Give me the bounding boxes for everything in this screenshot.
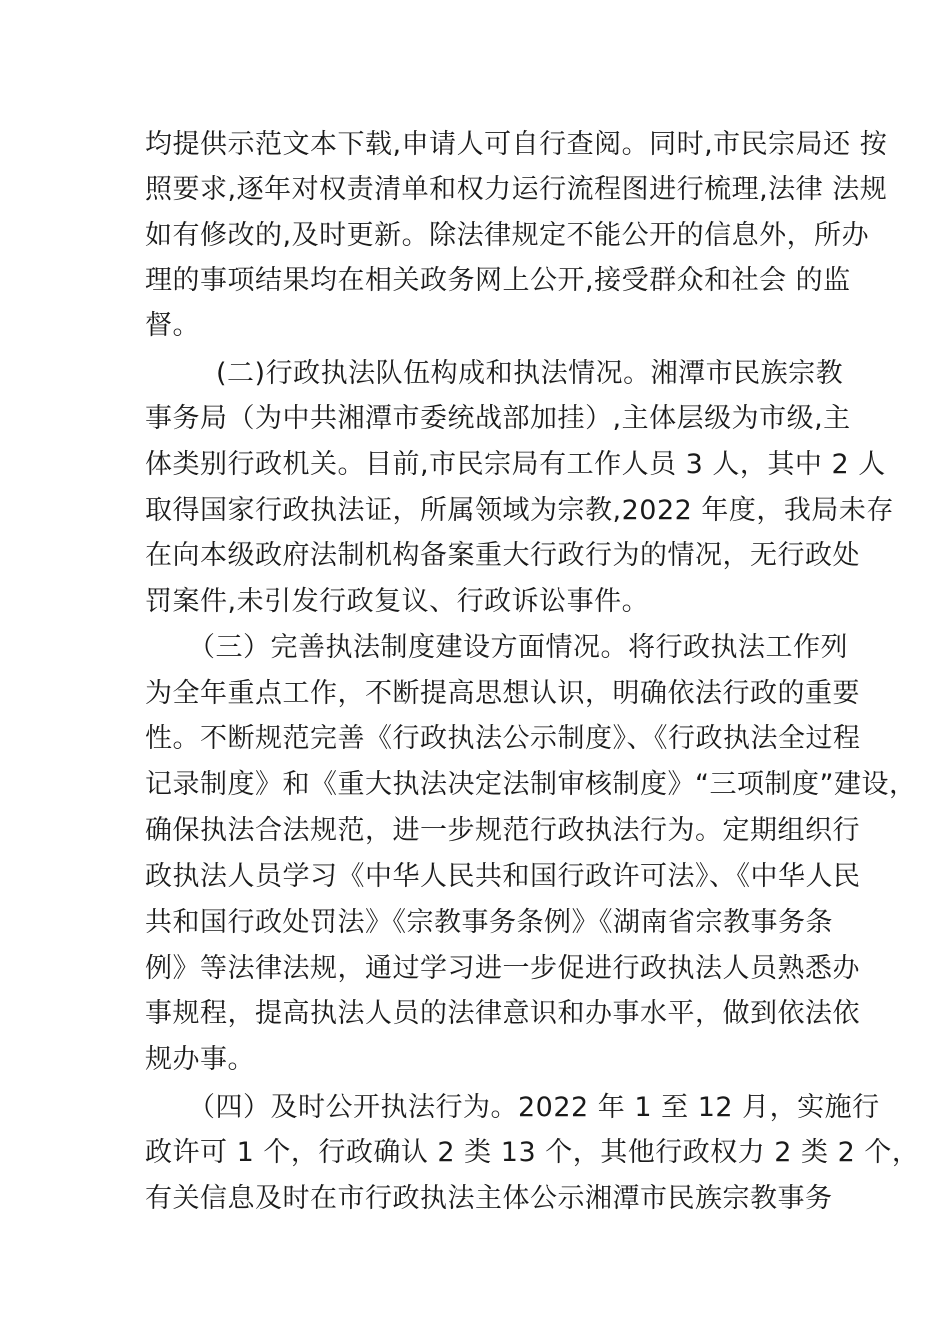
text-line: 罚案件,未引发行政复议、行政诉讼事件。 <box>145 586 650 617</box>
text-line: 规办事。 <box>145 1044 255 1075</box>
text-line: 确保执法合法规范，进一步规范行政执法行为。定期组织行 <box>145 815 860 846</box>
text-line: 性。不断规范完善《行政执法公示制度》、《行政执法全过程 <box>145 723 861 754</box>
text-line: 事规程，提高执法人员的法律意识和办事水平，做到依法依 <box>145 998 860 1029</box>
text-line: 事务局（为中共湘潭市委统战部加挂）,主体层级为市级,主 <box>145 403 851 434</box>
text-line: 为全年重点工作，不断提高思想认识，明确依法行政的重要 <box>145 678 860 709</box>
text-line: 例》等法律法规，通过学习进一步促进行政执法人员熟悉办 <box>145 953 860 984</box>
text-line: 照要求,逐年对权责清单和权力运行流程图进行梳理,法律 法规 <box>145 174 888 205</box>
text-line: 体类别行政机关。目前,市民宗局有工作人员 3 人，其中 2 人 <box>145 449 886 480</box>
text-line: 督。 <box>145 310 200 341</box>
text-line: 记录制度》和《重大执法决定法制审核制度》“三项制度”建设， <box>145 769 917 800</box>
text-line: 共和国行政处罚法》《宗教事务条例》《湖南省宗教事务条 <box>145 907 833 938</box>
text-line: 理的事项结果均在相关政务网上公开,接受群众和社会 的监 <box>145 265 851 296</box>
text-line: 取得国家行政执法证，所属领域为宗教,2022 年度，我局未存 <box>145 495 894 526</box>
text-line: 如有修改的,及时更新。除法律规定不能公开的信息外，所办 <box>145 220 870 251</box>
text-line: 政执法人员学习《中华人民共和国行政许可法》、《中华人民 <box>145 861 861 892</box>
text-line: 有关信息及时在市行政执法主体公示湘潭市民族宗教事务 <box>145 1183 833 1214</box>
text-line: (二)行政执法队伍构成和执法情况。湘潭市民族宗教 <box>216 358 844 389</box>
text-line: 在向本级政府法制机构备案重大行政行为的情况，无行政处 <box>145 540 860 571</box>
text-line: 政许可 1 个，行政确认 2 类 13 个，其他行政权力 2 类 2 个， <box>145 1137 920 1168</box>
text-line: （三）完善执法制度建设方面情况。将行政执法工作列 <box>188 632 848 663</box>
text-line: （四）及时公开执法行为。2022 年 1 至 12 月，实施行 <box>188 1092 880 1123</box>
text-line: 均提供示范文本下载,申请人可自行查阅。同时,市民宗局还 按 <box>145 129 888 160</box>
